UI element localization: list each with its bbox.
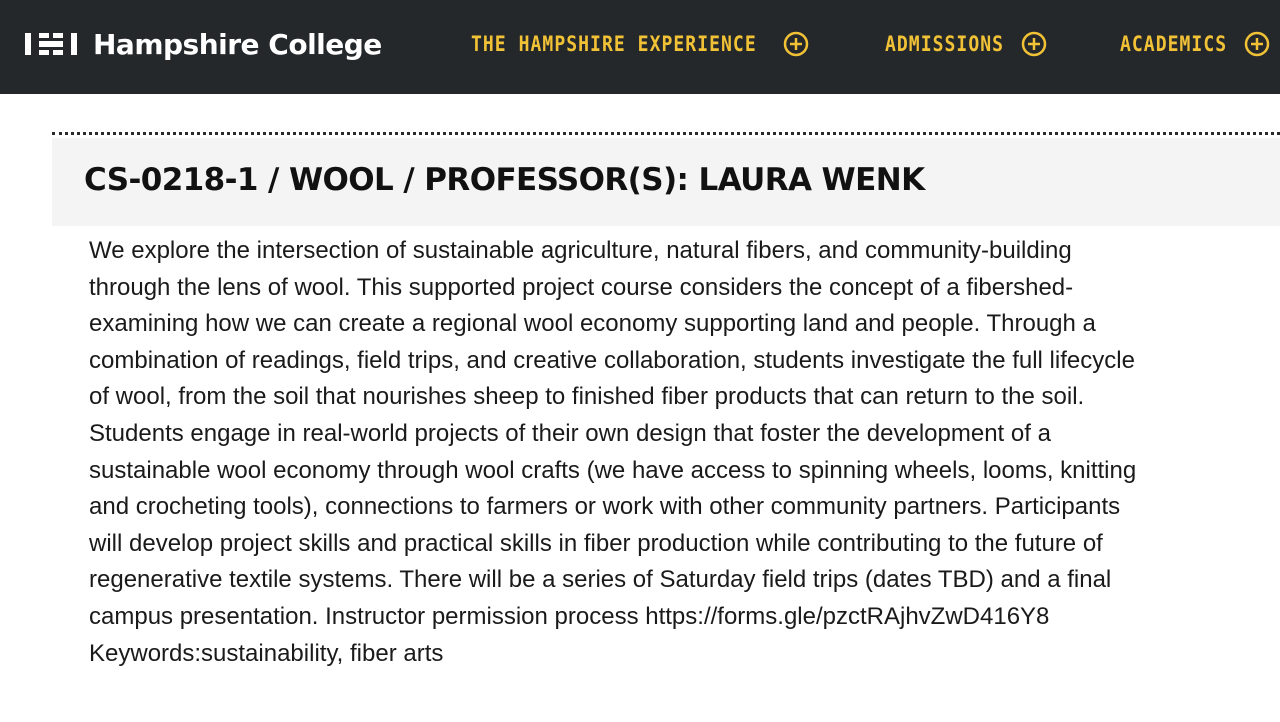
hampshire-logo-link[interactable]: [25, 28, 382, 60]
course-title: CS-0218-1 / WOOL / PROFESSOR(S): LAURA WENK: [84, 162, 925, 198]
nav-academics[interactable]: [1120, 30, 1270, 58]
plus-circle-icon: [1244, 31, 1270, 57]
nav-admissions[interactable]: [885, 30, 1047, 58]
course-keywords: Keywords:sustainability, fiber arts: [89, 639, 444, 667]
course-description: [89, 233, 1149, 672]
logo-text: Hampshire College: [93, 27, 382, 61]
dotted-divider: [52, 132, 1280, 135]
plus-circle-icon: [783, 31, 809, 57]
nav-label: THE HAMPSHIRE EXPERIENCE: [471, 32, 757, 56]
course-header: [52, 138, 1280, 226]
site-header: [0, 0, 1280, 94]
nav-label: ADMISSIONS: [885, 32, 1005, 56]
hampshire-logo-icon: [25, 33, 77, 55]
course-description-text: We explore the intersection of sustainable agriculture, natural fibers, and community-building through the lens of wool. This supported project course considers the concept of a fibershed-examining how we can create a regional wool economy supporting land and people. Through a combination of readings, field trips, and creative collaboration, students investigate the full lifecycle of wool, from the soil that nourishes sheep to finished fiber products that can return to the soil. Students engage in real-world projects of their own design that foster the development of a sustainable wool economy through wool crafts (we have access to spinning wheels, looms, knitting and crocheting tools), connections to farmers or work with other community partners. Participants will develop project skills and practical skills in fiber production while contributing to the future of regenerative textile systems. There will be a series of Saturday field trips (dates TBD) and a final campus presentation. Instructor permission process https://forms.gle/pzctRAjhvZwD416Y8: [89, 237, 1137, 630]
plus-circle-icon: [1021, 31, 1047, 57]
nav-hampshire-experience[interactable]: [471, 30, 809, 58]
nav-label: ACADEMICS: [1120, 32, 1228, 56]
